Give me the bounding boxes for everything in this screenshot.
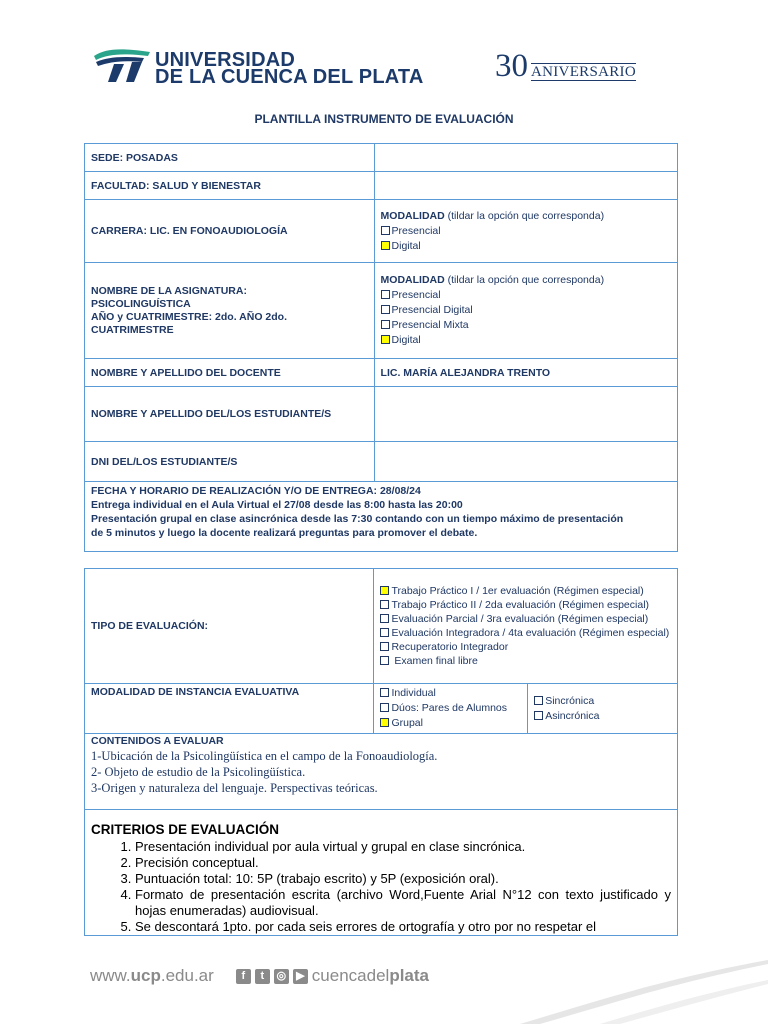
anniversary-word: ANIVERSARIO: [531, 64, 636, 80]
criterio-item-3: 3. Puntuación total: 10: 5P (trabajo escrito) y 5P (exposición oral).: [135, 871, 671, 887]
asignatura-line4: CUATRIMESTRE: [91, 323, 174, 336]
criterio-item-5: 5. Se descontará 1pto. por cada seis errores de ortografía y otro por no respetar el: [135, 919, 671, 935]
option-digital[interactable]: Digital: [381, 333, 671, 348]
criterio-item-2: 2. Precisión conceptual.: [135, 855, 671, 871]
university-name: [155, 49, 424, 88]
checkbox-icon[interactable]: [534, 696, 543, 705]
sync-options-cell: [528, 684, 678, 734]
criterios-list: [91, 839, 671, 935]
facultad-value-cell[interactable]: [374, 172, 677, 200]
modalidad-title: MODALIDAD: [380, 274, 445, 286]
tipo-option-6[interactable]: Examen final libre: [380, 654, 671, 668]
checkbox-icon[interactable]: [380, 614, 389, 623]
modalidad-carrera-cell: [374, 200, 677, 263]
option-presencial[interactable]: Presencial: [381, 288, 671, 303]
tipo-option-5[interactable]: Recuperatorio Integrador: [380, 640, 671, 654]
university-name-line1: UNIVERSIDAD: [155, 49, 295, 71]
asignatura-line2: PSICOLINGUÍSTICA: [91, 297, 191, 310]
tipo-option-2[interactable]: Trabajo Práctico II / 2da evaluación (Régimen especial): [380, 598, 671, 612]
checkbox-highlighted-icon[interactable]: [380, 586, 389, 595]
checkbox-icon[interactable]: [380, 656, 389, 665]
modalidad-instancia-label-cell: MODALIDAD DE INSTANCIA EVALUATIVA: [85, 684, 374, 734]
fecha-line4: de 5 minutos y luego la docente realizará preguntas para promover el debate.: [91, 527, 478, 539]
evaluation-table: [84, 568, 678, 936]
sede-cell: SEDE: POSADAS: [85, 144, 375, 172]
option-sincronica[interactable]: Sincrónica: [534, 694, 671, 709]
modalidad-hint: (tildar la opción que corresponda): [444, 274, 605, 286]
modalidad-asignatura-cell: [374, 263, 677, 359]
fecha-line2: Entrega individual en el Aula Virtual el 27/08 desde las 8:00 hasta las 20:00: [91, 499, 463, 511]
checkbox-icon[interactable]: [380, 600, 389, 609]
criterios-title: CRITERIOS DE EVALUACIÓN: [91, 822, 280, 837]
criterios-cell: [85, 810, 678, 936]
checkbox-icon[interactable]: [380, 688, 389, 697]
checkbox-highlighted-icon[interactable]: [381, 335, 390, 344]
checkbox-icon[interactable]: [381, 320, 390, 329]
checkbox-icon[interactable]: [380, 642, 389, 651]
facultad-cell: FACULTAD: SALUD Y BIENESTAR: [85, 172, 375, 200]
tipo-option-3[interactable]: Evaluación Parcial / 3ra evaluación (Régimen especial): [380, 612, 671, 626]
contenidos-title: CONTENIDOS A EVALUAR: [91, 735, 224, 747]
footer-links: [90, 966, 429, 986]
university-name-line2: DE LA CUENCA DEL PLATA: [155, 66, 424, 88]
modalidad-hint: (tildar la opción que corresponda): [444, 209, 605, 222]
tipo-option-4[interactable]: Evaluación Integradora / 4ta evaluación (Régimen especial): [380, 626, 671, 640]
fecha-cell: [85, 482, 678, 552]
checkbox-icon[interactable]: [381, 290, 390, 299]
youtube-icon[interactable]: ▶: [293, 969, 308, 984]
option-presencial-digital[interactable]: Presencial Digital: [381, 303, 671, 318]
option-duos[interactable]: Dúos: Pares de Alumnos: [380, 701, 521, 716]
tipo-options-cell: [374, 569, 678, 684]
asignatura-line3: AÑO y CUATRIMESTRE: 2do. AÑO 2do.: [91, 310, 288, 323]
option-individual[interactable]: Individual: [380, 686, 521, 701]
anniversary-number: 30: [495, 48, 528, 84]
checkbox-highlighted-icon[interactable]: [381, 241, 390, 250]
docente-value-cell[interactable]: LIC. MARÍA ALEJANDRA TRENTO: [374, 359, 677, 387]
facebook-icon[interactable]: f: [236, 969, 251, 984]
checkbox-icon[interactable]: [380, 628, 389, 637]
twitter-icon[interactable]: t: [255, 969, 270, 984]
criterio-item-1: 1. Presentación individual por aula virtual y grupal en clase sincrónica.: [135, 839, 671, 855]
criterio-item-4: 4. Formato de presentación escrita (archivo Word,Fuente Arial N°12 con texto justificado y hojas enumeradas) audiovisual.: [135, 887, 671, 919]
asignatura-line1: NOMBRE DE LA ASIGNATURA:: [91, 284, 247, 297]
dni-value-cell[interactable]: [374, 442, 677, 482]
instagram-icon[interactable]: ◎: [274, 969, 289, 984]
document-title: PLANTILLA INSTRUMENTO DE EVALUACIÓN: [254, 112, 514, 126]
social-handle[interactable]: cuencadelplata: [311, 966, 429, 985]
checkbox-icon[interactable]: [534, 711, 543, 720]
option-grupal[interactable]: Grupal: [380, 716, 521, 731]
contenido-item-2: 2- Objeto de estudio de la Psicolingüística.: [91, 765, 306, 779]
checkbox-icon[interactable]: [380, 703, 389, 712]
dni-label-cell: DNI DEL/LOS ESTUDIANTE/S: [85, 442, 375, 482]
tipo-label-cell: TIPO DE EVALUACIÓN:: [85, 569, 374, 684]
fecha-line1: FECHA Y HORARIO DE REALIZACIÓN Y/O DE ENTREGA: 28/08/24: [91, 485, 421, 497]
option-presencial-mixta[interactable]: Presencial Mixta: [381, 318, 671, 333]
website-link[interactable]: www.ucp.edu.ar: [90, 966, 214, 985]
carrera-cell: CARRERA: LIC. EN FONOAUDIOLOGÍA: [85, 200, 375, 263]
option-asincronica[interactable]: Asincrónica: [534, 709, 671, 724]
estudiante-value-cell[interactable]: [374, 387, 677, 442]
checkbox-icon[interactable]: [381, 226, 390, 235]
info-table: [84, 143, 678, 552]
sede-value-cell[interactable]: [374, 144, 677, 172]
estudiante-label-cell: NOMBRE Y APELLIDO DEL/LOS ESTUDIANTE/S: [85, 387, 375, 442]
option-digital[interactable]: Digital: [381, 239, 671, 254]
modalidad-title: MODALIDAD: [380, 209, 445, 222]
university-logo-icon: [92, 46, 152, 84]
asignatura-cell: [85, 263, 375, 359]
checkbox-icon[interactable]: [381, 305, 390, 314]
contenido-item-1: 1-Ubicación de la Psicolingüística en el campo de la Fonoaudiología.: [91, 749, 438, 763]
fecha-line3: Presentación grupal en clase asincrónica desde las 7:30 contando con un tiempo máximo de presentación: [91, 513, 624, 525]
modalidad-instancia-options-cell: [374, 684, 528, 734]
contenidos-cell: [85, 734, 678, 810]
docente-label-cell: NOMBRE Y APELLIDO DEL DOCENTE: [85, 359, 375, 387]
contenido-item-3: 3-Origen y naturaleza del lenguaje. Perspectivas teóricas.: [91, 781, 378, 795]
option-presencial[interactable]: Presencial: [381, 224, 671, 239]
anniversary-logo: [495, 50, 636, 82]
checkbox-highlighted-icon[interactable]: [380, 718, 389, 727]
tipo-option-1[interactable]: Trabajo Práctico I / 1er evaluación (Régimen especial): [380, 584, 671, 598]
